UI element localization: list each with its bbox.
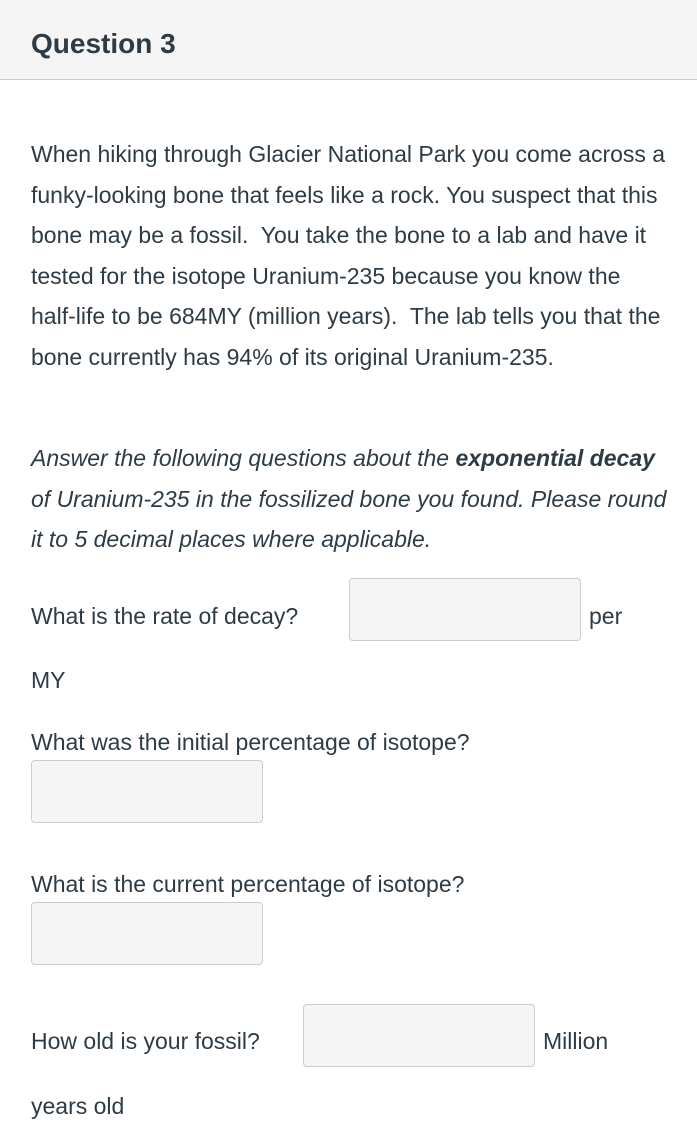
question-header bbox=[0, 0, 697, 80]
current-percentage-input[interactable] bbox=[31, 902, 263, 965]
question-title: Question 3 bbox=[31, 28, 176, 59]
fossil-age-input[interactable] bbox=[303, 1004, 535, 1067]
rate-unit-continued: MY bbox=[31, 667, 66, 693]
scenario-part-2: You take the bone to a lab and have it tested for the isotope Uranium-235 because you know the half-life to be 684MY (million years). bbox=[31, 222, 647, 329]
question-instructions bbox=[31, 438, 671, 560]
current-percentage-label: What is the current percentage of isotope? bbox=[31, 871, 465, 897]
question-scenario bbox=[31, 134, 671, 377]
rate-unit-label: per bbox=[589, 603, 623, 629]
instructions-before: Answer the following questions about the bbox=[31, 445, 456, 471]
rate-label: What is the rate of decay? bbox=[31, 603, 299, 629]
rate-of-decay-input[interactable] bbox=[349, 578, 581, 641]
age-unit-label: Million bbox=[543, 1028, 609, 1054]
instructions-emphasis: exponential decay bbox=[455, 445, 655, 471]
initial-percentage-label: What was the initial percentage of isotope? bbox=[31, 729, 470, 755]
age-unit-continued: years old bbox=[31, 1093, 125, 1119]
instructions-after: of Uranium-235 in the fossilized bone you found. Please round it to 5 decimal places where applicable. bbox=[31, 485, 667, 552]
fossil-age-label: How old is your fossil? bbox=[31, 1028, 260, 1054]
initial-percentage-input[interactable] bbox=[31, 760, 263, 823]
scenario-part-1: When hiking through Glacier National Park you come across a funky-looking bone that feels like a rock. You suspect that this bone may be a fossil. bbox=[31, 141, 666, 248]
scenario-part-3: The lab tells you that the bone currently has 94% of its original Uranium-235. bbox=[31, 303, 661, 370]
